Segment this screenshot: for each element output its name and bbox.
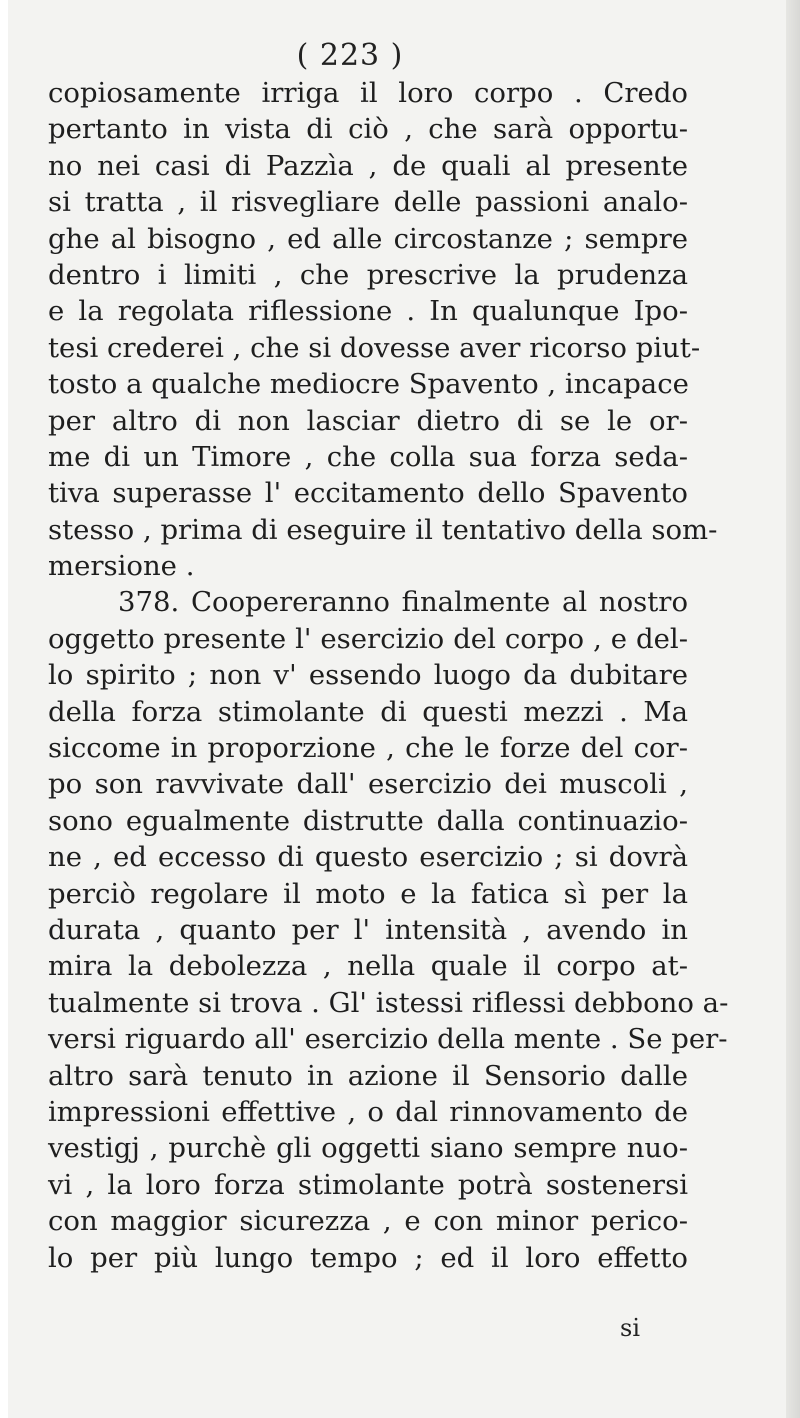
body-text [48,75,729,1276]
text-line: e la regolata riflessione . In qualunque Ipo- [48,295,688,328]
text-line: lo per più lungo tempo ; ed il loro effetto [48,1241,688,1274]
text-line: tesi crederei , che si dovesse aver ricorso piut- [48,331,701,364]
text-line: tosto a qualche mediocre Spavento , incapace [48,368,689,401]
text-line: no nei casi di Pazzìa , de quali al presente [48,149,688,182]
text-line: lo spirito ; non v' essendo luogo da dubitare [48,659,688,692]
text-line: per altro di non lasciar dietro di se le or- [48,404,688,437]
text-line: vestigj , purchè gli oggetti siano sempre nuo- [48,1132,688,1165]
text-line: dentro i limiti , che prescrive la prudenza [48,258,688,291]
text-line: mira la debolezza , nella quale il corpo at- [48,950,688,983]
text-line: durata , quanto per l' intensità , avendo in [48,913,688,946]
text-line: ghe al bisogno , ed alle circostanze ; sempre [48,222,688,255]
text-line: tualmente si trova . Gl' istessi riflessi debbono a- [48,986,729,1019]
text-line: sono egualmente distrutte dalla continuazio- [48,804,688,837]
page-right-edge [786,0,800,1418]
text-line: copiosamente irriga il loro corpo . Credo [48,77,688,109]
text-line: po son ravvivate dall' esercizio dei muscoli , [48,768,688,801]
paragraph-start-line: 378. Coopereranno finalmente al nostro [118,586,688,619]
catchword: si [620,1314,640,1342]
text-line: oggetto presente l' esercizio del corpo , e del- [48,622,688,655]
text-line: siccome in proporzione , che le forze del cor- [48,732,688,765]
text-line: ne , ed eccesso di questo esercizio ; si dovrà [48,841,688,874]
text-line: perciò regolare il moto e la fatica sì per la [48,877,688,910]
text-line: della forza stimolante di questi mezzi . Ma [48,695,688,728]
text-line: impressioni effettive , o dal rinnovamento de [48,1095,688,1128]
text-line: con maggior sicurezza , e con minor perico- [48,1205,688,1238]
page-number: ( 223 ) [296,38,404,73]
text-line: stesso , prima di eseguire il tentativo della som- [48,513,718,546]
text-line: tiva superasse l' eccitamento dello Spavento [48,477,688,510]
text-line: altro sarà tenuto in azione il Sensorio dalle [48,1059,688,1092]
page-left-margin [0,0,8,1418]
text-line: versi riguardo all' esercizio della mente . Se per- [48,1023,728,1056]
text-line: pertanto in vista di ciò , che sarà opportu- [48,113,688,146]
text-line: si tratta , il risvegliare delle passioni analo- [48,186,688,219]
paragraph-end-line: mersione . [48,550,195,583]
text-line: vi , la loro forza stimolante potrà sostenersi [48,1168,688,1201]
text-line: me di un Timore , che colla sua forza seda- [48,440,688,473]
